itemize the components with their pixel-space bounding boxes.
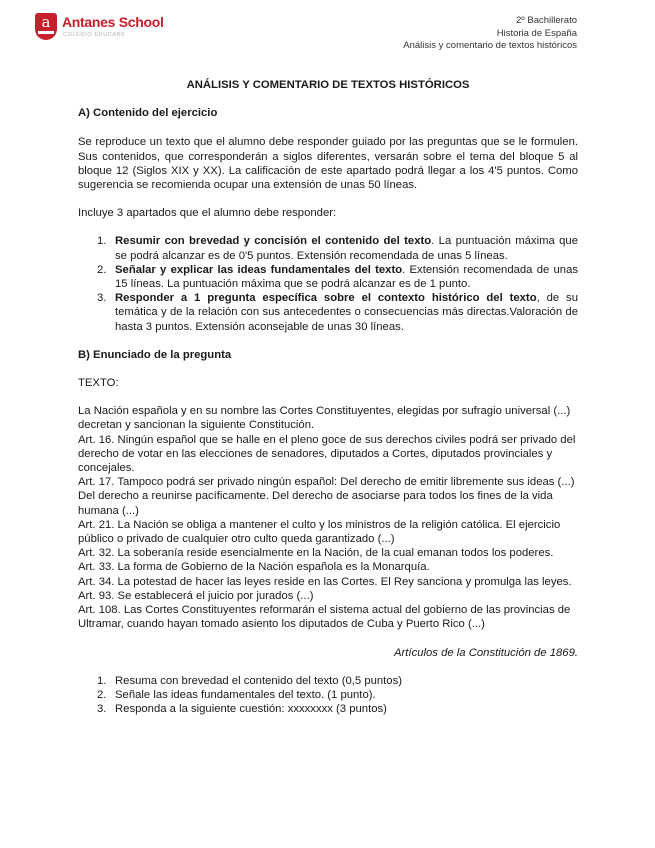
- text-paragraph: Art. 17. Tampoco podrá ser privado ningún español: Del derecho de emitir libremente sus ideas (...) Del derecho a reunirse pacíficamente. Del derecho de asociarse para todos los fines de la vida humana (...): [78, 476, 575, 517]
- section-b-heading: B) Enunciado de la pregunta: [78, 348, 232, 361]
- requirements-list: [78, 234, 578, 333]
- text-paragraph: La Nación española y en su nombre las Cortes Constituyentes, elegidas por sufragio universal (...) decretan y sancionan la siguiente Constitución.: [78, 405, 571, 432]
- topic-label: Análisis y comentario de textos históricos: [403, 40, 577, 51]
- section-a-heading: A) Contenido del ejercicio: [78, 107, 218, 120]
- list-item: 1. Resumir con brevedad y concisión el contenido del texto. La puntuación máxima que se podrá alcanzar es de 0'5 puntos. Extensión recomendada de unas 5 líneas.: [97, 235, 578, 262]
- subject-label: Historia de España: [496, 27, 577, 39]
- questions-list: [78, 674, 578, 717]
- school-name: Antanes School: [62, 14, 164, 30]
- section-a-intro: Se reproduce un texto que el alumno debe responder guiado por las preguntas que se le formulen. Sus contenidos, que corresponderán a siglos diferentes, versarán sobre el tema del bloque 5 al bloque 12 (Siglos XIX y XX). La calificación de este apartado podrá llegar a los 4'5 puntos. Como sugerencia se recomienda ocupar una extensión de unas 50 líneas.: [78, 136, 578, 192]
- question-item: 1. Resuma con brevedad el contenido del texto (0,5 puntos): [97, 674, 402, 687]
- text-paragraph: Art. 34. La potestad de hacer las leyes reside en las Cortes. El Rey sanciona y promulga las leyes.: [78, 575, 572, 588]
- list-item: 3. Responder a 1 pregunta específica sobre el contexto histórico del texto, de su temática y de la relación con sus antecedentes o consecuencias más directas.Valoración de hasta 3 puntos. Extensión aconsejable de unas 30 líneas.: [97, 292, 578, 333]
- text-source: Artículos de la Constitución de 1869.: [394, 646, 578, 659]
- text-paragraph: Art. 21. La Nación se obliga a mantener el culto y los ministros de la religión católica. El ejercicio público o privado de cualquier otro culto queda garantizado (...): [78, 518, 561, 546]
- section-a-lead: Incluye 3 apartados que el alumno debe responder:: [78, 207, 337, 220]
- text-paragraph: Art. 16. Ningún español que se halle en el pleno goce de sus derechos civiles podrá ser privado del derecho de votar en las elecciones de senadores, diputados a Cortes, diputados provinciales y concejales.: [78, 433, 576, 475]
- question-item: 2. Señale las ideas fundamentales del texto. (1 punto).: [97, 688, 376, 701]
- page-title: ANÁLISIS Y COMENTARIO DE TEXTOS HISTÓRICOS: [186, 79, 470, 91]
- text-paragraph: Art. 108. Las Cortes Constituyentes reformarán el sistema actual del gobierno de las provincias de Ultramar, cuando hayan tomado asiento los diputados de Cuba y Puerto Rico (...): [78, 604, 571, 631]
- text-paragraph: Art. 33. La forma de Gobierno de la Nación española es la Monarquía.: [78, 561, 430, 574]
- page-header-info: [403, 15, 577, 53]
- school-tagline: COLEGIO EDUCARE: [63, 32, 126, 38]
- list-item: 2. Señalar y explicar las ideas fundamentales del texto. Extensión recomendada de unas 15 líneas. La puntuación máxima que se podrá alcanzar es de 1 punto.: [97, 263, 579, 291]
- text-paragraph: Art. 93. Se establecerá el juicio por jurados (...): [78, 589, 314, 602]
- question-item: 3. Responda a la siguiente cuestión: xxxxxxxx (3 puntos): [97, 703, 387, 716]
- document-body: [78, 78, 578, 716]
- text-label: TEXTO:: [78, 377, 119, 390]
- shield-icon: a: [35, 13, 57, 40]
- text-paragraph: Art. 32. La soberanía reside esencialmente en la Nación, de la cual emanan todos los poderes.: [78, 547, 554, 560]
- historical-text: [78, 404, 578, 631]
- school-logo: [35, 13, 165, 43]
- course-label: 2º Bachillerato: [515, 15, 577, 26]
